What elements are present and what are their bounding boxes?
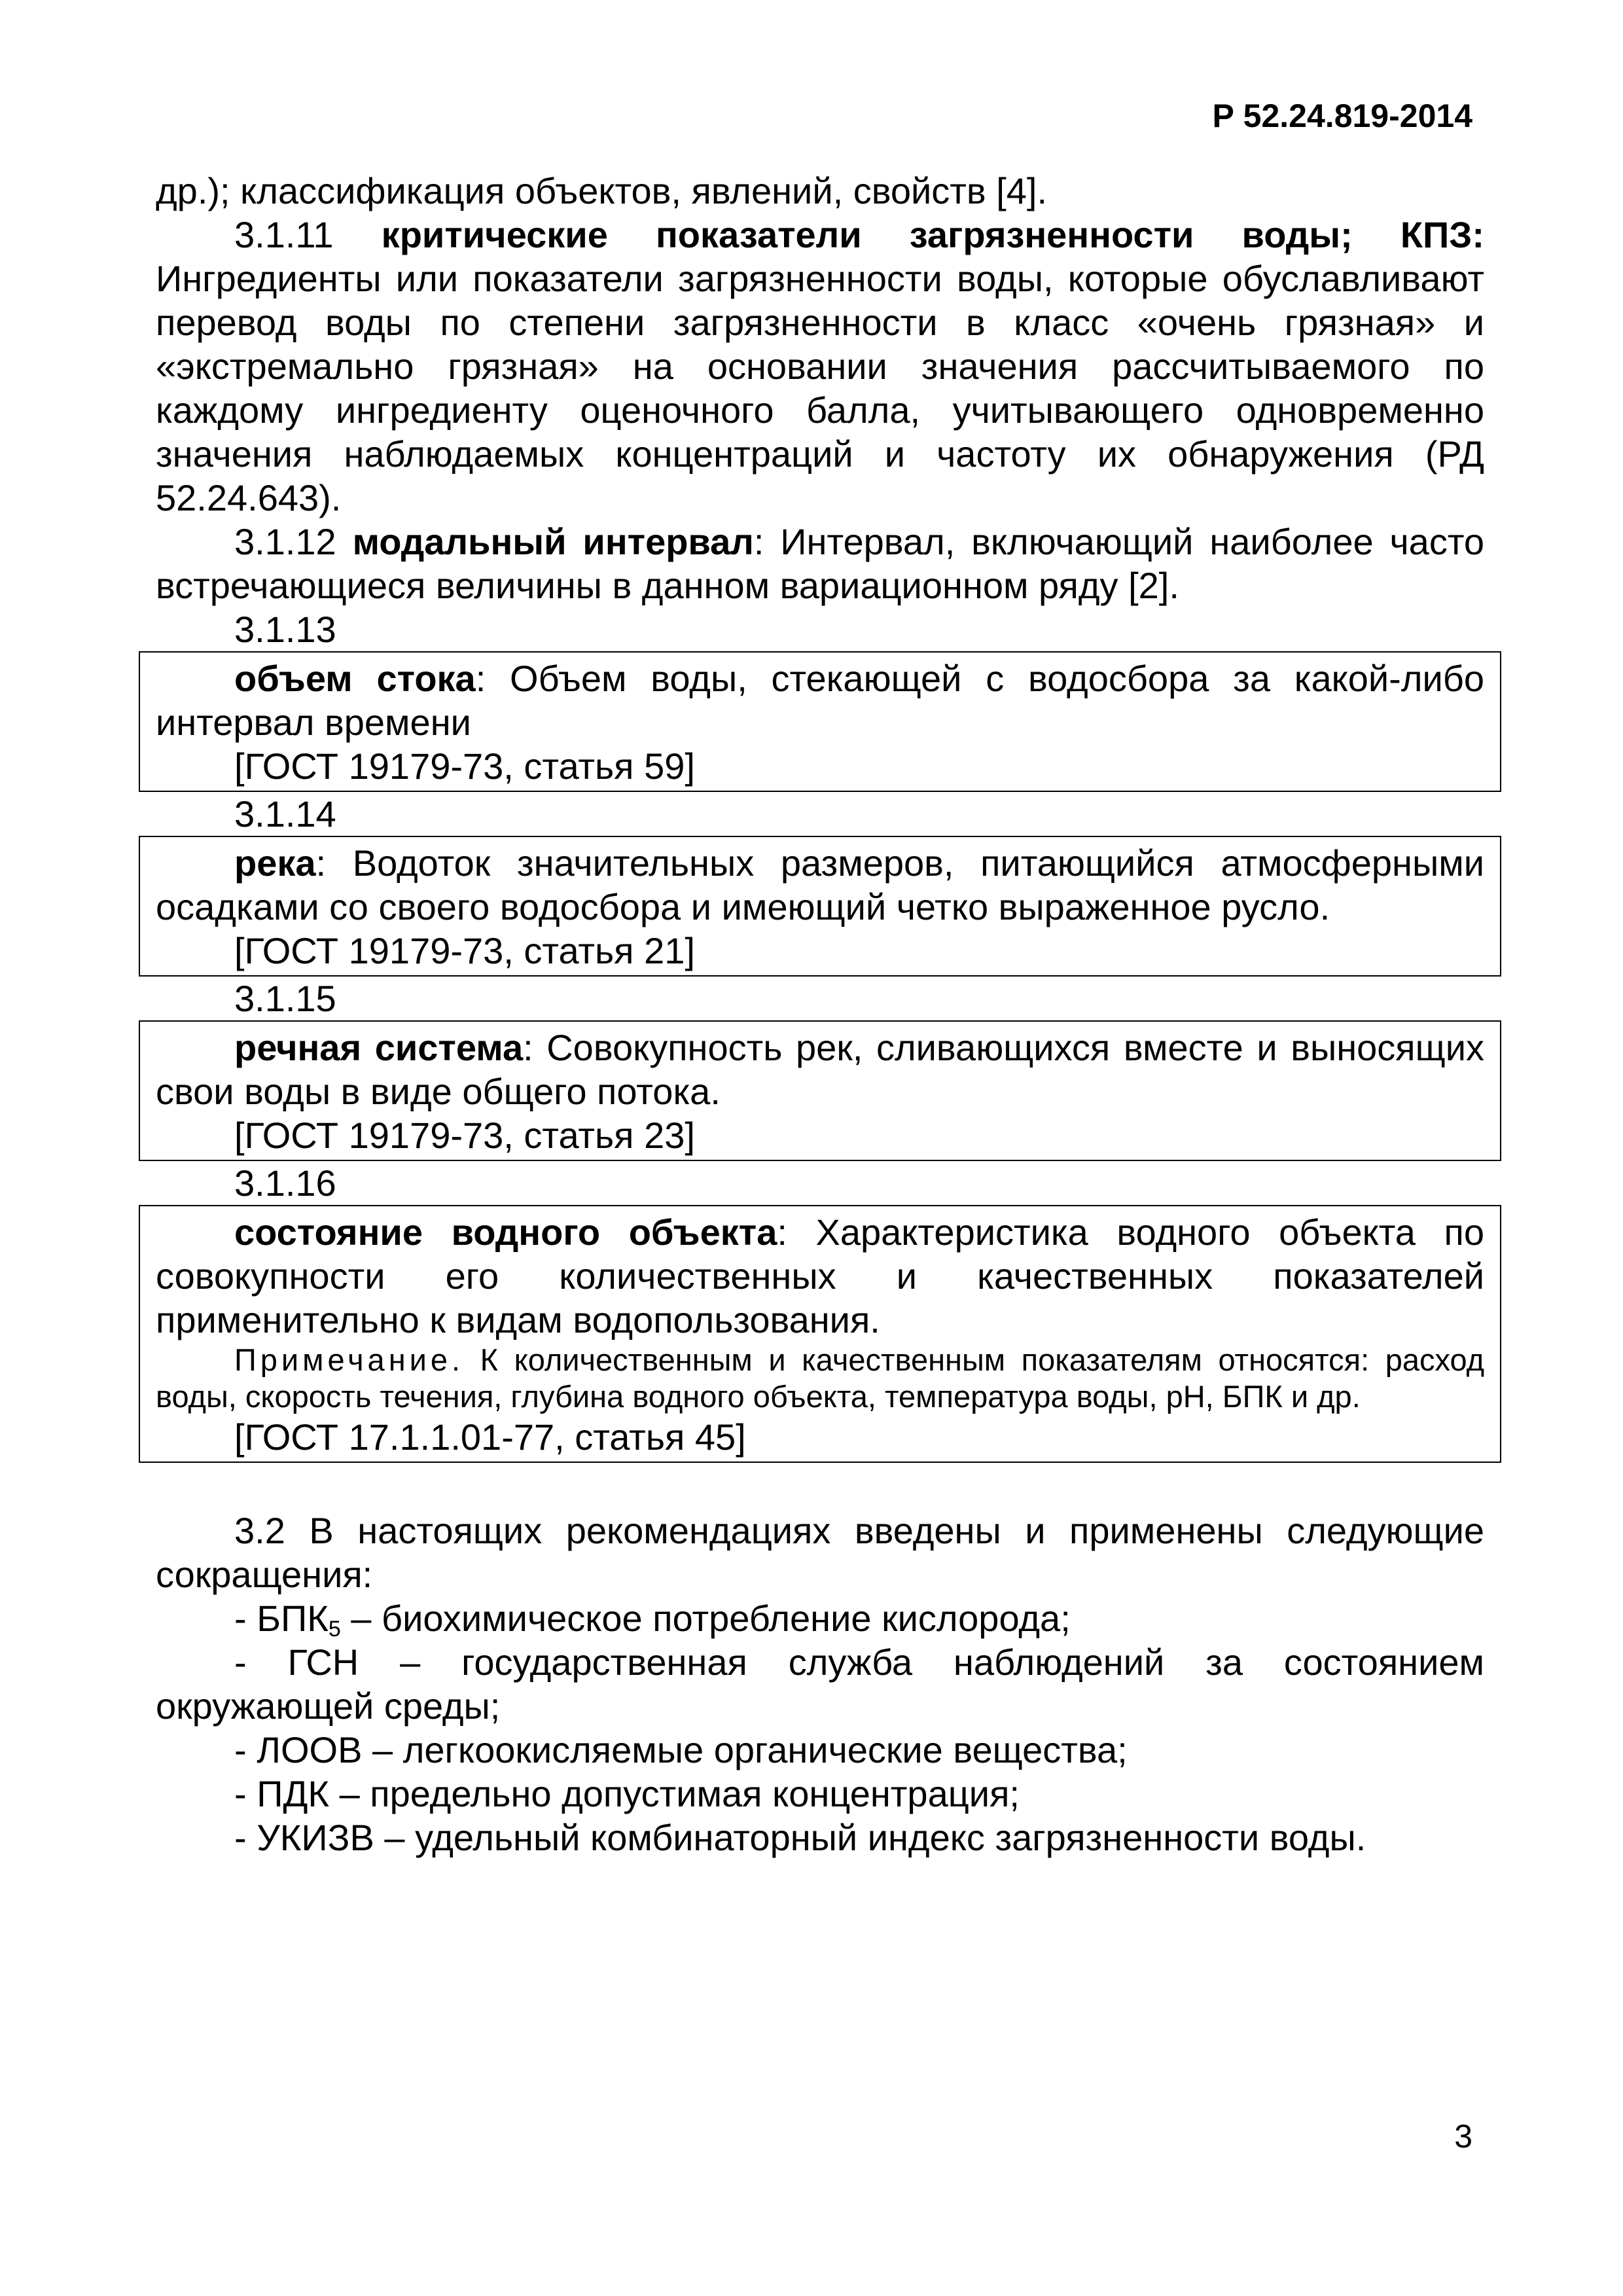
- page-body: [156, 169, 1484, 1859]
- term-source: [ГОСТ 17.1.1.01-77, статья 45]: [234, 1416, 746, 1458]
- term-number: 3.1.12: [234, 521, 336, 562]
- intro-paragraph: др.); классификация объектов, явлений, свойств [4].: [156, 170, 1048, 211]
- term-definition: : Совокупность рек, сливающихся вместе и выносящих свои воды в виде общего потока.: [156, 1027, 1484, 1112]
- term-definition: : Объем воды, стекающей с водосбора за какой-либо интервал времени: [156, 658, 1484, 743]
- term-definition: Ингредиенты или показатели загрязненности воды, которые обуславливают перевод воды по степени загрязненности в класс «очень грязная» и «экстремально грязная» на основании значения рассчитываемого по каждому ингредиенту оценочного балла, учитывающего одновременно значения наблюдаемых концентраций и частоту их обнаружения (РД 52.24.643).: [156, 258, 1484, 518]
- term-number-3-1-14: 3.1.14: [234, 793, 336, 834]
- abbreviation-pdk: - ПДК – предельно допустимая концентрация;: [234, 1773, 1020, 1814]
- term-number: 3.1.11: [234, 214, 334, 255]
- term-number-3-1-13: 3.1.13: [234, 609, 336, 650]
- term-box-3-1-15: [139, 1020, 1501, 1161]
- term-definition: : Интервал, включающий наиболее часто встречающиеся величины в данном вариационном ряду [2].: [156, 521, 1484, 606]
- term-name: критические показатели загрязненности воды; КПЗ:: [381, 214, 1484, 255]
- term-definition: : Водоток значительных размеров, питающийся атмосферными осадками со своего водосбора и имеющий четко выраженное русло.: [156, 842, 1484, 927]
- abbreviation-gsn: - ГСН – государственная служба наблюдений за состоянием окружающей среды;: [156, 1641, 1484, 1727]
- term-box-3-1-16: [139, 1205, 1501, 1463]
- document-code: Р 52.24.819-2014: [1212, 98, 1472, 134]
- abbreviation-loov: - ЛООВ – легкоокисляемые органические вещества;: [234, 1729, 1128, 1770]
- section-3-2: 3.2 В настоящих рекомендациях введены и применены следующие сокращения:: [156, 1510, 1484, 1595]
- term-source: [ГОСТ 19179-73, статья 59]: [234, 745, 695, 787]
- term-number-3-1-16: 3.1.16: [234, 1162, 336, 1204]
- term-name: речная система: [234, 1027, 524, 1068]
- term-name: река: [234, 842, 316, 884]
- note-label: Примечание.: [234, 1342, 465, 1377]
- page-number: 3: [1454, 2118, 1472, 2155]
- term-source: [ГОСТ 19179-73, статья 23]: [234, 1115, 695, 1156]
- term-3-1-11: [156, 213, 1484, 520]
- term-3-1-12: [156, 520, 1484, 607]
- term-name: объем стока: [234, 658, 476, 699]
- term-source: [ГОСТ 19179-73, статья 21]: [234, 930, 695, 971]
- abbreviation-ukizv: - УКИЗВ – удельный комбинаторный индекс загрязненности воды.: [234, 1817, 1366, 1858]
- term-definition: : Характеристика водного объекта по совокупности его количественных и качественных показателей применительно к видам водопользования.: [156, 1211, 1484, 1340]
- term-box-3-1-14: [139, 836, 1501, 977]
- term-note: [156, 1342, 1484, 1415]
- term-box-3-1-13: [139, 651, 1501, 792]
- abbreviation-bpk: - $БПК_5$ – биохимическое потребление кислорода;: [234, 1598, 1071, 1641]
- term-name: модальный интервал: [352, 521, 754, 562]
- note-text: К количественным и качественным показателям относятся: расход воды, скорость течения, глубина водного объекта, температура воды, рН, БПК и др.: [156, 1342, 1484, 1414]
- term-name: состояние водного объекта: [234, 1211, 777, 1253]
- term-number-3-1-15: 3.1.15: [234, 978, 336, 1019]
